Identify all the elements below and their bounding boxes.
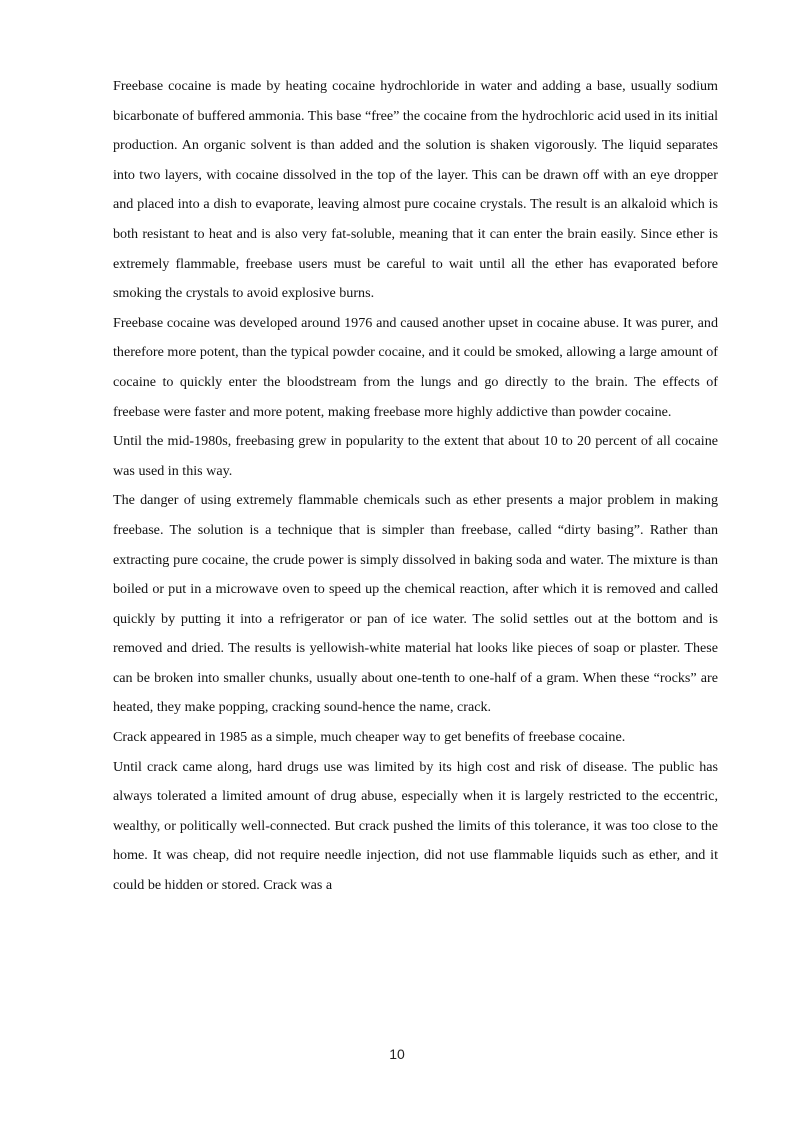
paragraph-freebase-history: Freebase cocaine was developed around 1976 and caused another upset in cocaine abuse. It was purer, and therefore more potent, than the typical powder cocaine, and it could be smoked, allowing a large amount of cocaine to quickly enter the bloodstream from the lungs and go directly to the brain. The effects of freebase were faster and more potent, making freebase more highly addictive than powder cocaine.: [113, 314, 718, 420]
paragraph-dirty-basing: The danger of using extremely flammable chemicals such as ether presents a major problem in making freebase. The solution is a technique that is simpler than freebase, called “dirty basing”. Rather than extracting pure cocaine, the crude power is simply dissolved in baking soda and water. The mixture is than boiled or put in a microwave oven to speed up the chemical reaction, after which it is removed and called quickly by putting it into a refrigerator or pan of ice water. The solid settles out at the bottom and is removed and dried. The results is yellowish-white material hat looks like pieces of soap or plaster. These can be broken into smaller chunks, usually about one-tenth to one-half of a gram. When these “rocks” are heated, they make popping, cracking sound-hence the name, crack.: [113, 492, 718, 716]
paragraph-crack-appearance: Crack appeared in 1985 as a simple, much cheaper way to get benefits of freebase cocaine.: [113, 729, 626, 746]
body-text: [113, 72, 718, 901]
paragraph-freebase-popularity: Until the mid-1980s, freebasing grew in popularity to the extent that about 10 to 20 percent of all cocaine was used in this way.: [113, 433, 718, 479]
paragraph-freebase-process: Freebase cocaine is made by heating cocaine hydrochloride in water and adding a base, usually sodium bicarbonate of buffered ammonia. This base “free” the cocaine from the hydrochloric acid used in its initial production. An organic solvent is than added and the solution is shaken vigorously. The liquid separates into two layers, with cocaine dissolved in the top of the layer. This can be drawn off with an eye dropper and placed into a dish to evaporate, leaving almost pure cocaine crystals. The result is an alkaloid which is both resistant to heat and is also very fat-soluble, meaning that it can enter the brain easily. Since ether is extremely flammable, freebase users must be careful to wait until all the ether has evaporated before smoking the crystals to avoid explosive burns.: [113, 78, 718, 302]
paragraph-crack-tolerance: Until crack came along, hard drugs use was limited by its high cost and risk of disease. The public has always tolerated a limited amount of drug abuse, especially when it is largely restricted to the eccentric, wealthy, or politically well-connected. But crack pushed the limits of this tolerance, it was too close to the home. It was cheap, did not require needle injection, did not use flammable liquids such as ether, and it could be hidden or stored. Crack was a: [113, 758, 718, 894]
page-number: 10: [389, 1046, 405, 1062]
